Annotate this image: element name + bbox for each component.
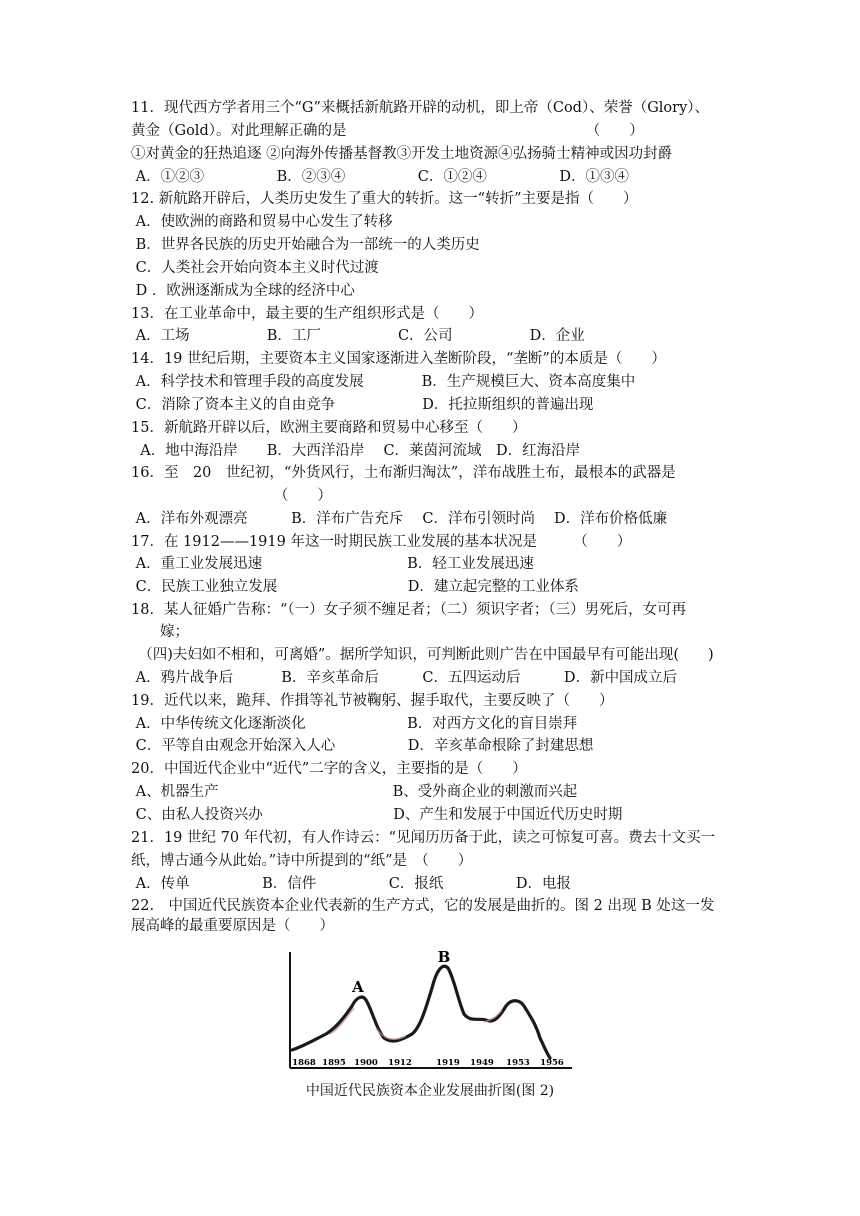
- text-line: 嫁；: [131, 624, 189, 640]
- text-line: A．鸦片战争后 B．辛亥革命后 C．五四运动后 D．新中国成立后: [131, 670, 678, 686]
- x-tick-labels: [292, 1058, 564, 1068]
- text-line: （四)夫妇如不相和，可离婚”。据所学知识，可判断此则广告在中国最早有可能出现( ): [131, 647, 714, 663]
- development-curve: [292, 966, 550, 1058]
- peak-label-b: B: [437, 948, 451, 966]
- text-line: 黄金（Gold）。对此理解正确的是 （ ）: [131, 123, 644, 139]
- text-line: ①对黄金的狂热追逐 ②向海外传播基督教③开发土地资源④弘扬骑士精神或因功封爵: [131, 146, 673, 162]
- text-line: A．使欧洲的商路和贸易中心发生了转移: [131, 214, 393, 230]
- text-line: B．世界各民族的历史开始融合为一部统一的人类历史: [131, 237, 480, 253]
- text-line: 18．某人征婚广告称：“（一）女子须不缠足者；（二）须识字者；（三）男死后，女可再: [131, 602, 687, 618]
- text-line: 19．近代以来，跪拜、作揖等礼节被鞠躬、握手取代，主要反映了（ ）: [131, 693, 614, 709]
- text-line: 15．新航路开辟以后，欧洲主要商路和贸易中心移至（ ）: [131, 420, 527, 436]
- text-line: A、机器生产 B、受外商企业的刺激而兴起: [131, 784, 578, 800]
- text-line: C．消除了资本主义的自由竞争 D．托拉斯组织的普遍出现: [131, 397, 594, 413]
- x-tick-1953: 1953: [506, 1058, 530, 1068]
- text-line: A．中华传统文化逐渐淡化 B．对西方文化的盲目崇拜: [131, 716, 578, 732]
- text-line: 16．至 20 世纪初，“外货风行，土布渐归淘汰”，洋布战胜土布，最根本的武器是: [131, 465, 676, 481]
- x-tick-1895: 1895: [322, 1058, 346, 1068]
- text-line: 13．在工业革命中，最主要的生产组织形式是（ ）: [131, 306, 483, 322]
- text-line: 22. 中国近代民族资本企业代表新的生产方式，它的发展是曲折的。图 2 出现 B 处这一发: [131, 898, 715, 914]
- text-line: 12. 新航路开辟后，人类历史发生了重大的转折。这一“转折”主要是指（ ）: [131, 191, 638, 207]
- x-tick-1919: 1919: [436, 1058, 460, 1068]
- curve-shadow: [330, 1008, 502, 1039]
- enterprise-development-chart: [284, 948, 574, 1076]
- text-line: A．地中海沿岸 B．大西洋沿岸 C．莱茵河流域 D．红海沿岸: [131, 443, 581, 459]
- figure-caption: 中国近代民族资本企业发展曲折图(图 2): [305, 1083, 555, 1099]
- text-line: （ ）: [131, 488, 332, 504]
- text-line: 纸，博古通今从此始。”诗中所提到的“纸”是 （ ）: [131, 853, 473, 869]
- text-line: C、由私人投资兴办 D、产生和发展于中国近代历史时期: [131, 807, 623, 823]
- text-line: 17．在 1912——1919 年这一时期民族工业发展的基本状况是 （ ）: [131, 534, 632, 550]
- peak-label-a: A: [352, 978, 364, 996]
- text-line: A．①②③ B．②③④ C．①②④ D．①③④: [131, 169, 629, 185]
- text-line: 14．19 世纪后期，主要资本主义国家逐渐进入垄断阶段，“垄断”的本质是（ ）: [131, 351, 666, 367]
- x-tick-1868: 1868: [292, 1058, 316, 1068]
- text-line: A．传单 B．信件 C．报纸 D．电报: [131, 876, 571, 892]
- x-tick-1900: 1900: [354, 1058, 378, 1068]
- text-line: 21．19 世纪 70 年代初，有人作诗云：“见闻历历备于此，读之可惊复可喜。费去十文买一: [131, 830, 716, 846]
- text-line: 11．现代西方学者用三个“G”来概括新航路开辟的动机，即上帝（Cod）、荣誉（Glory）、: [131, 100, 710, 116]
- text-line: A．工场 B．工厂 C．公司 D．企业: [131, 328, 585, 344]
- text-line: C．平等自由观念开始深入人心 D．辛亥革命根除了封建思想: [131, 738, 594, 754]
- x-tick-1949: 1949: [470, 1058, 494, 1068]
- text-line: C．民族工业独立发展 D．建立起完整的工业体系: [131, 579, 579, 595]
- x-tick-1912: 1912: [388, 1058, 412, 1068]
- x-tick-1956: 1956: [540, 1058, 564, 1068]
- text-line: D ．欧洲逐渐成为全球的经济中心: [131, 283, 355, 299]
- text-line: A．洋布外观漂亮 B．洋布广告充斥 C．洋布引领时尚 D．洋布价格低廉: [131, 511, 668, 527]
- text-line: 20．中国近代企业中“近代”二字的含义，主要指的是（ ）: [131, 761, 527, 777]
- text-line: A．科学技术和管理手段的高度发展 B．生产规模巨大、资本高度集中: [131, 374, 636, 390]
- text-line: 展高峰的最重要原因是（ ）: [131, 918, 334, 934]
- text-line: A．重工业发展迅速 B．轻工业发展迅速: [131, 556, 534, 572]
- text-line: C．人类社会开始向资本主义时代过渡: [131, 260, 379, 276]
